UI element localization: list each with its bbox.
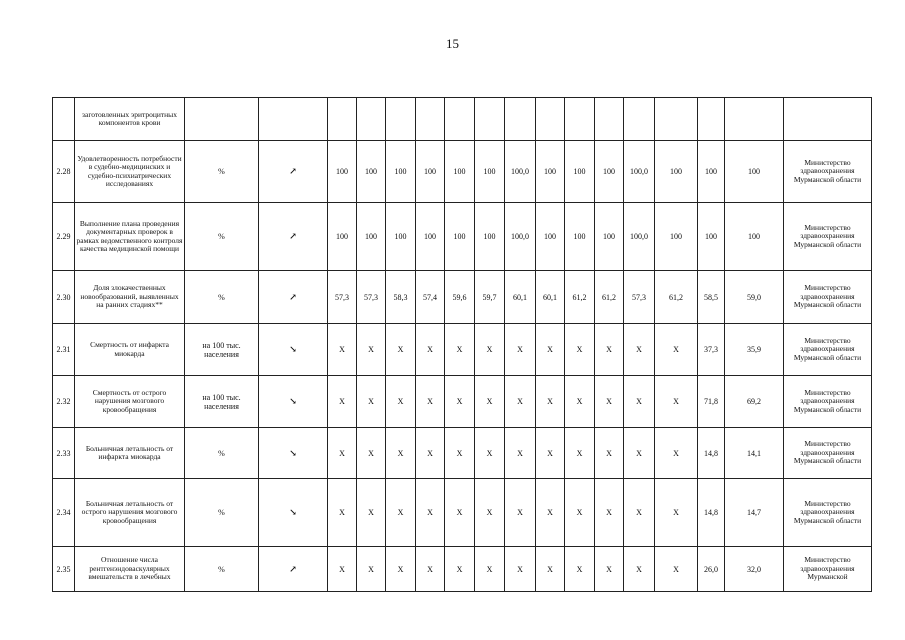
value-cell: 100,0 xyxy=(505,203,536,271)
row-number-cell: 2.34 xyxy=(53,479,75,547)
table-row xyxy=(53,141,872,203)
value-cell: X xyxy=(624,479,655,547)
value-cell xyxy=(655,98,698,141)
trend-arrow-icon: ↗ xyxy=(259,271,328,324)
value-cell: 57,4 xyxy=(416,271,445,324)
value-cell: 32,0 xyxy=(725,547,784,592)
value-cell: 58,3 xyxy=(386,271,416,324)
trend-arrow-icon: ↗ xyxy=(259,203,328,271)
value-cell: 100 xyxy=(655,203,698,271)
value-cell: X xyxy=(328,547,357,592)
value-cell: X xyxy=(624,547,655,592)
value-cell: 100 xyxy=(357,203,386,271)
value-cell: X xyxy=(357,376,386,428)
value-cell: X xyxy=(445,324,475,376)
table-row xyxy=(53,376,872,428)
value-cell: X xyxy=(624,376,655,428)
trend-arrow-icon: ↗ xyxy=(259,141,328,203)
responsible-cell: Министерство здравоохранения Мурманской области xyxy=(784,271,872,324)
value-cell: 100 xyxy=(475,203,505,271)
value-cell: 100 xyxy=(725,141,784,203)
unit-cell: % xyxy=(185,479,259,547)
table-row xyxy=(53,428,872,479)
value-cell: X xyxy=(475,547,505,592)
table-row xyxy=(53,479,872,547)
value-cell: X xyxy=(565,324,595,376)
value-cell: 57,3 xyxy=(357,271,386,324)
value-cell xyxy=(565,98,595,141)
value-cell: 100 xyxy=(655,141,698,203)
value-cell: 61,2 xyxy=(655,271,698,324)
value-cell: X xyxy=(386,547,416,592)
value-cell: 100 xyxy=(595,141,624,203)
value-cell: 100 xyxy=(445,141,475,203)
value-cell: X xyxy=(357,324,386,376)
value-cell: X xyxy=(475,324,505,376)
value-cell: X xyxy=(565,547,595,592)
value-cell xyxy=(445,98,475,141)
value-cell: X xyxy=(416,376,445,428)
value-cell: X xyxy=(655,324,698,376)
value-cell xyxy=(505,98,536,141)
value-cell: 57,3 xyxy=(624,271,655,324)
value-cell: 37,3 xyxy=(698,324,725,376)
value-cell: 100 xyxy=(475,141,505,203)
value-cell: X xyxy=(386,376,416,428)
table-row xyxy=(53,203,872,271)
value-cell xyxy=(386,98,416,141)
responsible-cell: Министерство здравоохранения Мурманской области xyxy=(784,203,872,271)
trend-arrow-icon: ↘ xyxy=(259,479,328,547)
value-cell: 35,9 xyxy=(725,324,784,376)
value-cell: X xyxy=(595,324,624,376)
value-cell: X xyxy=(505,428,536,479)
value-cell xyxy=(536,98,565,141)
trend-arrow-icon: ↗ xyxy=(259,547,328,592)
table-row xyxy=(53,271,872,324)
value-cell: 59,0 xyxy=(725,271,784,324)
table-row xyxy=(53,547,872,592)
value-cell: 14,8 xyxy=(698,428,725,479)
value-cell: X xyxy=(328,479,357,547)
value-cell xyxy=(357,98,386,141)
value-cell: 100,0 xyxy=(624,141,655,203)
value-cell: X xyxy=(328,376,357,428)
unit-cell: % xyxy=(185,428,259,479)
value-cell: X xyxy=(595,376,624,428)
indicator-name-cell: Отношение числа рентгенэндоваскулярных вмешательств в лечебных xyxy=(75,547,185,592)
value-cell: X xyxy=(505,547,536,592)
value-cell: X xyxy=(624,428,655,479)
value-cell: X xyxy=(445,376,475,428)
value-cell: X xyxy=(357,547,386,592)
value-cell: 100 xyxy=(595,203,624,271)
value-cell xyxy=(475,98,505,141)
value-cell: X xyxy=(416,324,445,376)
value-cell: 58,5 xyxy=(698,271,725,324)
value-cell: 59,7 xyxy=(475,271,505,324)
unit-cell: % xyxy=(185,547,259,592)
value-cell: 100 xyxy=(445,203,475,271)
value-cell: X xyxy=(505,324,536,376)
row-number-cell: 2.29 xyxy=(53,203,75,271)
indicator-name-cell: Доля злокачественных новообразований, выявленных на ранних стадиях** xyxy=(75,271,185,324)
value-cell: X xyxy=(595,479,624,547)
value-cell xyxy=(725,98,784,141)
value-cell: X xyxy=(536,376,565,428)
value-cell: X xyxy=(565,428,595,479)
value-cell: 100 xyxy=(386,141,416,203)
value-cell: X xyxy=(595,547,624,592)
unit-cell: на 100 тыс. населения xyxy=(185,376,259,428)
indicator-name-cell: Смертность от инфаркта миокарда xyxy=(75,324,185,376)
row-number-cell xyxy=(53,98,75,141)
responsible-cell: Министерство здравоохранения Мурманской xyxy=(784,547,872,592)
value-cell: 100 xyxy=(536,203,565,271)
value-cell: 14,8 xyxy=(698,479,725,547)
value-cell: 100 xyxy=(416,203,445,271)
value-cell: X xyxy=(655,376,698,428)
value-cell xyxy=(698,98,725,141)
value-cell: X xyxy=(357,428,386,479)
value-cell: 100 xyxy=(698,141,725,203)
table-row-continuation xyxy=(53,98,872,141)
value-cell: 71,8 xyxy=(698,376,725,428)
value-cell: 57,3 xyxy=(328,271,357,324)
unit-cell: на 100 тыс. населения xyxy=(185,324,259,376)
trend-arrow-icon: ↘ xyxy=(259,324,328,376)
value-cell: X xyxy=(416,547,445,592)
value-cell: 100 xyxy=(565,141,595,203)
value-cell: X xyxy=(328,324,357,376)
row-number-cell: 2.35 xyxy=(53,547,75,592)
indicator-name-cell: Выполнение плана проведения документарных проверок в рамках ведомственного контроля качества медицинской помощи xyxy=(75,203,185,271)
value-cell: 100 xyxy=(536,141,565,203)
value-cell: X xyxy=(445,479,475,547)
row-number-cell: 2.30 xyxy=(53,271,75,324)
value-cell: X xyxy=(624,324,655,376)
value-cell xyxy=(416,98,445,141)
value-cell: 61,2 xyxy=(595,271,624,324)
value-cell: X xyxy=(386,324,416,376)
value-cell: 60,1 xyxy=(536,271,565,324)
value-cell: X xyxy=(445,547,475,592)
value-cell: 100 xyxy=(565,203,595,271)
responsible-cell: Министерство здравоохранения Мурманской области xyxy=(784,479,872,547)
unit-cell: % xyxy=(185,203,259,271)
value-cell: 61,2 xyxy=(565,271,595,324)
value-cell: X xyxy=(565,479,595,547)
value-cell xyxy=(595,98,624,141)
table-row xyxy=(53,324,872,376)
value-cell: 100 xyxy=(725,203,784,271)
value-cell: 100 xyxy=(698,203,725,271)
value-cell: X xyxy=(445,428,475,479)
value-cell: X xyxy=(655,428,698,479)
value-cell xyxy=(624,98,655,141)
value-cell: X xyxy=(536,324,565,376)
value-cell: 14,1 xyxy=(725,428,784,479)
value-cell: X xyxy=(357,479,386,547)
value-cell: 100 xyxy=(416,141,445,203)
indicator-name-cell: заготовленных эритроцитных компонентов крови xyxy=(75,98,185,141)
value-cell: X xyxy=(416,479,445,547)
value-cell: 60,1 xyxy=(505,271,536,324)
value-cell: X xyxy=(505,479,536,547)
value-cell: X xyxy=(475,479,505,547)
unit-cell: % xyxy=(185,141,259,203)
value-cell: X xyxy=(416,428,445,479)
unit-cell xyxy=(185,98,259,141)
indicator-name-cell: Удовлетворенность потребности в судебно-медицинских и судебно-психиатрических исследованиях xyxy=(75,141,185,203)
indicator-name-cell: Больничная летальность от инфаркта миокарда xyxy=(75,428,185,479)
value-cell: 100 xyxy=(328,141,357,203)
row-number-cell: 2.32 xyxy=(53,376,75,428)
indicators-table xyxy=(52,97,872,592)
value-cell: X xyxy=(536,479,565,547)
value-cell: X xyxy=(595,428,624,479)
unit-cell: % xyxy=(185,271,259,324)
responsible-cell: Министерство здравоохранения Мурманской области xyxy=(784,141,872,203)
value-cell: X xyxy=(655,547,698,592)
table-body xyxy=(53,98,872,592)
value-cell: 26,0 xyxy=(698,547,725,592)
value-cell: X xyxy=(536,428,565,479)
indicator-name-cell: Больничная летальность от острого нарушения мозгового кровообращения xyxy=(75,479,185,547)
indicator-name-cell: Смертность от острого нарушения мозгового кровообращения xyxy=(75,376,185,428)
value-cell: 100 xyxy=(386,203,416,271)
value-cell xyxy=(328,98,357,141)
page-number: 15 xyxy=(446,36,459,51)
value-cell: 100,0 xyxy=(624,203,655,271)
responsible-cell xyxy=(784,98,872,141)
row-number-cell: 2.28 xyxy=(53,141,75,203)
value-cell: X xyxy=(505,376,536,428)
value-cell: 100,0 xyxy=(505,141,536,203)
value-cell: X xyxy=(328,428,357,479)
value-cell: X xyxy=(475,428,505,479)
row-number-cell: 2.33 xyxy=(53,428,75,479)
trend-arrow-icon: ↘ xyxy=(259,376,328,428)
value-cell: X xyxy=(565,376,595,428)
row-number-cell: 2.31 xyxy=(53,324,75,376)
value-cell: 14,7 xyxy=(725,479,784,547)
responsible-cell: Министерство здравоохранения Мурманской области xyxy=(784,376,872,428)
value-cell: X xyxy=(475,376,505,428)
trend-cell xyxy=(259,98,328,141)
value-cell: X xyxy=(536,547,565,592)
value-cell: X xyxy=(386,428,416,479)
responsible-cell: Министерство здравоохранения Мурманской области xyxy=(784,428,872,479)
value-cell: 69,2 xyxy=(725,376,784,428)
responsible-cell: Министерство здравоохранения Мурманской области xyxy=(784,324,872,376)
value-cell: X xyxy=(655,479,698,547)
value-cell: 59,6 xyxy=(445,271,475,324)
value-cell: 100 xyxy=(357,141,386,203)
value-cell: X xyxy=(386,479,416,547)
value-cell: 100 xyxy=(328,203,357,271)
trend-arrow-icon: ↘ xyxy=(259,428,328,479)
